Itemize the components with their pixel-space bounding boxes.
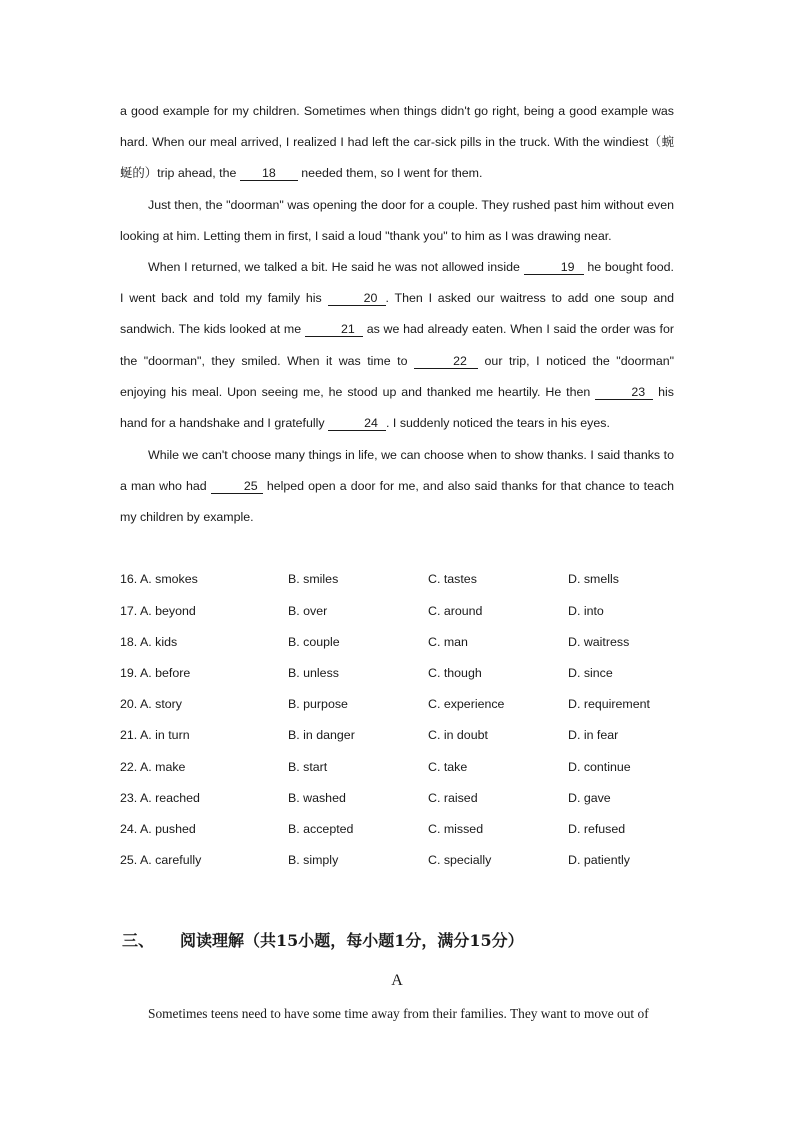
option-a: 21. A. in turn bbox=[120, 728, 190, 742]
option-d: D. since bbox=[568, 666, 613, 680]
blank-21: 21 bbox=[305, 322, 363, 337]
option-d: D. waitress bbox=[568, 635, 630, 649]
option-c: C. man bbox=[428, 635, 468, 649]
option-d: D. smells bbox=[568, 572, 619, 586]
option-c: C. tastes bbox=[428, 572, 477, 586]
option-a: 25. A. carefully bbox=[120, 853, 202, 867]
option-d: D. into bbox=[568, 604, 604, 618]
passage-paragraph-4: While we can't choose many things in life, we can choose when to show thanks. I said thanks to a man who had 25 helped open a door for me, and also said thanks for that chance to teach my children by example. bbox=[120, 448, 674, 525]
option-d: D. in fear bbox=[568, 728, 619, 742]
option-c: C. in doubt bbox=[428, 728, 488, 742]
option-a: 17. A. beyond bbox=[120, 604, 196, 618]
option-d: D. requirement bbox=[568, 697, 650, 711]
passage-paragraph-2: Just then, the "doorman" was opening the door for a couple. They rushed past him without even looking at him. Letting them in first, I said a loud "thank you" to him as I was drawing near. bbox=[120, 198, 674, 244]
part-label: A bbox=[391, 972, 403, 989]
passage-paragraph-1: a good example for my children. Sometimes when things didn't go right, being a good example was hard. When our meal arrived, I realized I had left the car-sick pills in the truck. With the windiest（蜿蜒的）trip ahead, the 18 needed them, so I went for them. bbox=[120, 104, 674, 181]
blank-24: 24 bbox=[328, 416, 386, 431]
option-a: 18. A. kids bbox=[120, 635, 178, 649]
option-a: 16. A. smokes bbox=[120, 572, 198, 586]
option-c: C. around bbox=[428, 604, 483, 618]
option-b: B. unless bbox=[288, 666, 339, 680]
blank-23: 23 bbox=[595, 385, 653, 400]
blank-20: 20 bbox=[328, 291, 386, 306]
blank-19: 19 bbox=[524, 260, 584, 275]
option-b: B. start bbox=[288, 760, 328, 774]
reading-first-line: Sometimes teens need to have some time away from their families. They want to move out of bbox=[148, 1006, 649, 1021]
section-heading bbox=[122, 928, 524, 951]
option-b: B. purpose bbox=[288, 697, 348, 711]
section-number: 三、 bbox=[122, 931, 155, 950]
option-a: 24. A. pushed bbox=[120, 822, 196, 836]
section-title: 阅读理解（共15小题，每小题1分，满分15分） bbox=[180, 931, 524, 950]
option-c: C. specially bbox=[428, 853, 492, 867]
option-b: B. couple bbox=[288, 635, 340, 649]
option-c: C. raised bbox=[428, 791, 478, 805]
option-b: B. over bbox=[288, 604, 328, 618]
option-d: D. patiently bbox=[568, 853, 630, 867]
option-b: B. washed bbox=[288, 791, 346, 805]
blank-22: 22 bbox=[414, 354, 478, 369]
option-b: B. smiles bbox=[288, 572, 339, 586]
option-d: D. gave bbox=[568, 791, 611, 805]
passage-paragraph-3: When I returned, we talked a bit. He said he was not allowed inside 19 he bought food. I went back and told my family his 20 . Then I asked our waitress to add one soup and sandwich. The kids looked at me 21 as we had already eaten. When I said the order was for the "doorman", they smiled. When it was time to 22 our trip, I noticed the "doorman" enjoying his meal. Upon seeing me, he stood up and thanked me heartily. He then 23 his hand for a handshake and I gratefully 24 . I suddenly noticed the tears in his eyes. bbox=[120, 260, 674, 431]
option-a: 20. A. story bbox=[120, 697, 182, 711]
option-a: 19. A. before bbox=[120, 666, 191, 680]
option-b: B. in danger bbox=[288, 728, 355, 742]
option-c: C. though bbox=[428, 666, 482, 680]
option-b: B. accepted bbox=[288, 822, 354, 836]
option-c: C. take bbox=[428, 760, 468, 774]
option-d: D. continue bbox=[568, 760, 631, 774]
option-c: C. missed bbox=[428, 822, 484, 836]
option-c: C. experience bbox=[428, 697, 505, 711]
option-b: B. simply bbox=[288, 853, 339, 867]
option-a: 22. A. make bbox=[120, 760, 186, 774]
option-a: 23. A. reached bbox=[120, 791, 200, 805]
blank-18: 18 bbox=[240, 166, 298, 181]
option-d: D. refused bbox=[568, 822, 626, 836]
blank-25: 25 bbox=[211, 479, 263, 494]
